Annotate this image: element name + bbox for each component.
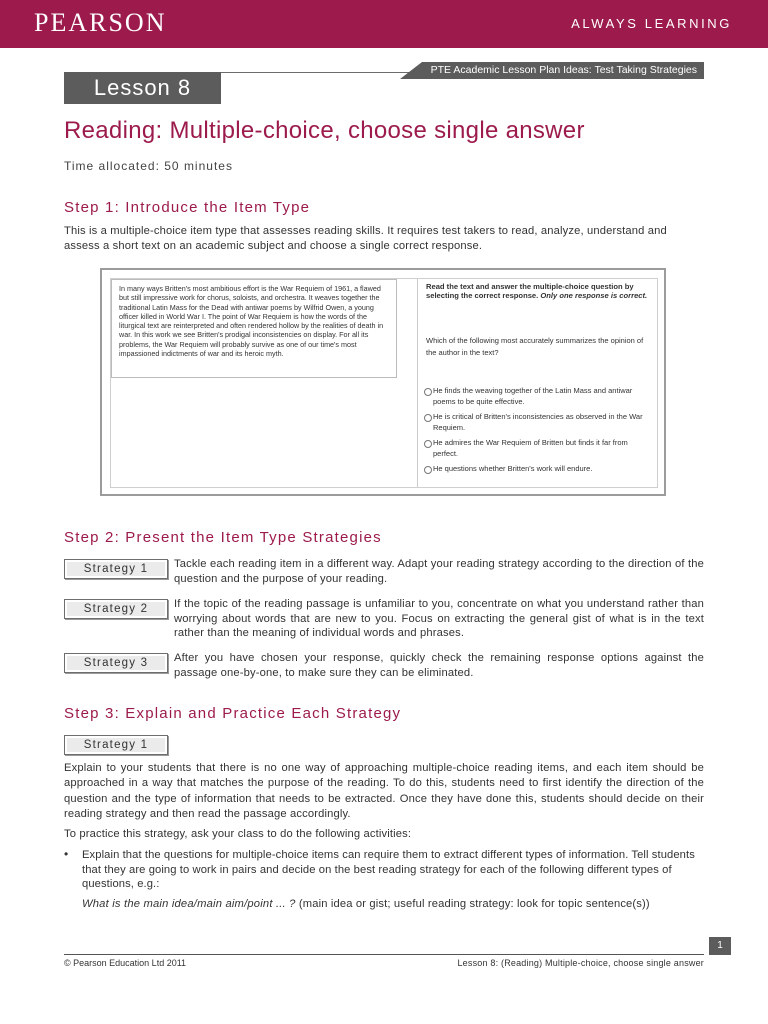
example-note: (main idea or gist; useful reading strategy: look for topic sentence(s)) [295,898,650,910]
footer-rule [64,954,704,955]
instruction-text: Read the text and answer the multiple-choice question by selecting the correct response. [426,282,634,301]
strategy-2-text: If the topic of the reading passage is unfamiliar to you, concentrate on what you understand rather than worrying about words that are new to you. Focus on extracting the general gist of what is in the text rather than the meaning of individual words and phrases. [174,598,704,640]
brand-logo: PEARSON [34,8,167,37]
copyright: © Pearson Education Ltd 2011 [64,958,187,968]
example-question-text: What is the main idea/main aim/point ... ? [82,898,296,910]
strategy-1-text: Tackle each reading item in a different way. Adapt your reading strategy according to the direction of the question and the purpose of your reading. [174,558,704,585]
radio-icon[interactable] [424,388,432,396]
sample-passage: In many ways Britten's most ambitious effort is the War Requiem of 1961, a flawed but still impressive work for chorus, soloists, and orchestra. It weaves together the traditional Latin Mass for the Dead with antiwar poems by Wilfrid Owen, a young officer killed in World War I. The point of War Requiem is how the words of the liturgical text are reinterpreted and often rendered hollow by the realities of death in war. In this work we see Britten's prodigal inconsistencies on display. For all its problems, the War Requiem will probably survive as one of our time's most impassioned indictments of war and its heroic myth. [111,279,397,378]
option-text: He admires the War Requiem of Britten but finds it far from perfect. [433,438,628,458]
page-number: 1 [709,937,731,955]
step3-strategy-label: Strategy 1 [64,735,168,755]
sample-item-panel [100,268,666,496]
sample-item-frame [110,278,658,488]
step3-paragraph-1: Explain to your students that there is no one way of approaching multiple-choice reading items, and each item should be approached in a way that matches the purpose of the reading. To do this, students need to first identify the direction of the question and the type of information that needs to be extracted. Once they have done this, students should decide on their reading strategy and then read the passage accordingly. [64,762,704,821]
strategy-1-label: Strategy 1 [64,559,168,579]
strategy-2-label: Strategy 2 [64,599,168,619]
step2-heading: Step 2: Present the Item Type Strategies [64,529,382,546]
option-text: He is critical of Britten's inconsistencies as observed in the War Requiem. [433,412,643,432]
example-question [82,897,704,912]
radio-icon[interactable] [424,440,432,448]
radio-icon[interactable] [424,414,432,422]
strategy-3-text: After you have chosen your response, quickly check the remaining response options against the passage one-by-one, to make sure they can be eliminated. [174,652,704,679]
sample-question: Which of the following most accurately summarizes the opinion of the author in the text? [426,336,644,357]
radio-icon[interactable] [424,466,432,474]
strategy-3-label: Strategy 3 [64,653,168,673]
step3-paragraph-2: To practice this strategy, ask your class to do the following activities: [64,828,412,840]
sample-divider [417,279,418,487]
header-bar [0,0,768,48]
time-allocated: Time allocated: 50 minutes [64,159,233,173]
footer-lesson-ref: Lesson 8: (Reading) Multiple-choice, choose single answer [457,958,704,968]
step3-bullet: Explain that the questions for multiple-choice items can require them to extract different types of information. Tell students that they are going to work in pairs and decide on the best reading strategy for each of the following different types of questions, e.g.: [82,849,695,891]
step1-body: This is a multiple-choice item type that assesses reading skills. It requires test takers to read, analyze, understand and assess a short text on an academic subject and choose a single correct response. [64,225,667,253]
option-text: He finds the weaving together of the Latin Mass and antiwar poems to be quite effective. [433,386,633,406]
option-text: He questions whether Britten's work will endure. [433,464,593,473]
step1-heading: Step 1: Introduce the Item Type [64,199,311,216]
series-title: PTE Academic Lesson Plan Ideas: Test Taking Strategies [430,64,697,76]
bullet-icon: • [64,847,69,861]
tagline: ALWAYS LEARNING [571,16,732,31]
instruction-emphasis: Only one response is correct. [540,291,648,301]
page-title: Reading: Multiple-choice, choose single answer [64,117,585,144]
lesson-label: Lesson 8 [64,72,221,104]
sample-instruction [426,282,658,301]
step3-heading: Step 3: Explain and Practice Each Strategy [64,705,402,722]
